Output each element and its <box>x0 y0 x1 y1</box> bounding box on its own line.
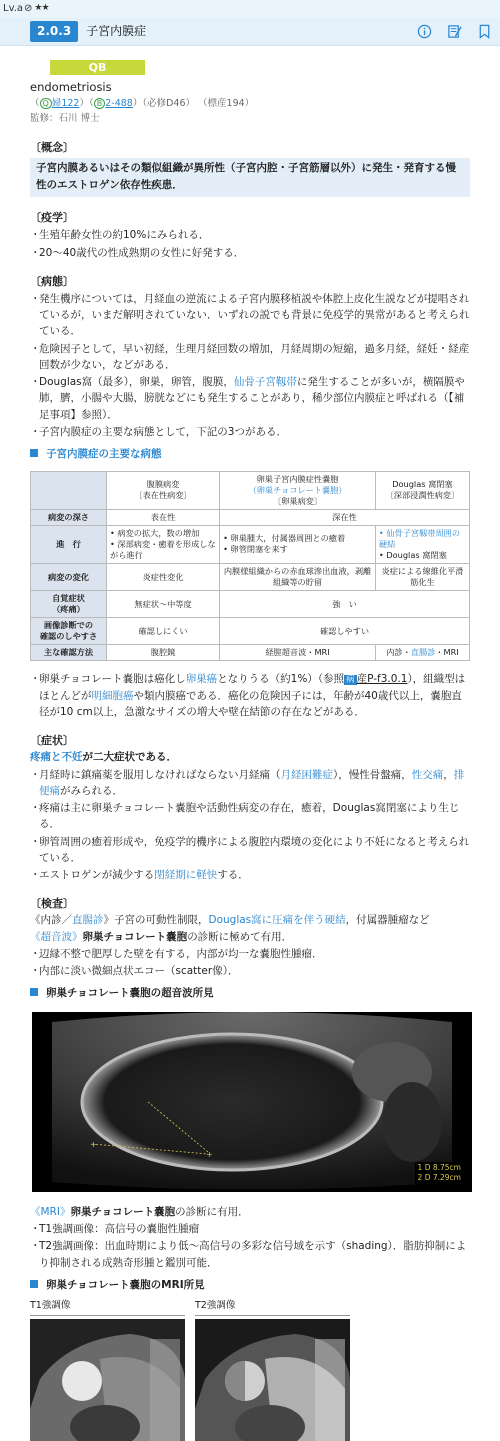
list-item: ・ 月経時に鎮痛薬を服用しなければならない月経痛（月経困難症），慢性骨盤痛，性交痛，排便痛がみられる． <box>30 767 470 800</box>
note-edit-icon[interactable] <box>446 24 462 40</box>
table-cell: 確認しやすい <box>220 618 470 645</box>
level-bar <box>0 0 500 18</box>
table-cell: 無症状〜中等度 <box>107 591 220 618</box>
row-header: 画像診断での 確認のしやすさ <box>31 618 107 645</box>
row-header: 病変の深さ <box>31 509 107 525</box>
ref-standard: （標産194） <box>198 98 255 110</box>
list-item: ・ 生殖年齢女性の約10%にみられる． <box>30 227 470 243</box>
reference-badge: 病 <box>346 675 355 686</box>
exam-line-us: 《超音波》卵巣チョコレート嚢胞の診断に極めて有用． <box>30 930 293 943</box>
uterosacral-link[interactable]: 仙骨子宮靱帯 <box>233 376 297 389</box>
ovarian-note <box>30 671 470 720</box>
pathology-list <box>30 291 470 440</box>
rectal-exam-link[interactable]: 直腸診 <box>72 914 104 927</box>
table-cell: 内膜様組織からの赤血球滲出血液，剥離組織等の貯留 <box>220 563 376 590</box>
row-header: 病変の変化 <box>31 563 107 590</box>
level-circle-icon: ⊘ <box>24 3 33 15</box>
col-peritoneal: 腹膜病変 〔表在性病変〕 <box>107 471 220 509</box>
section-number: 2.0.3 <box>30 21 78 42</box>
measurement-1: 1 D 8.75cm <box>417 1163 461 1173</box>
table-corner <box>31 471 107 509</box>
us-image-heading: 卵巣チョコレート嚢胞の超音波所見 <box>30 985 470 1001</box>
exam-line-pelvic: 《内診／直腸診》子宮の可動性制限，Douglas窩に圧痛を伴う硬結，付属器腫瘤など <box>30 914 430 927</box>
table-cell: 強 い <box>220 591 470 618</box>
english-term: endometriosis <box>30 80 112 95</box>
ovarian-cancer-link[interactable]: 卵巣癌 <box>185 673 218 686</box>
ultrasound-image[interactable] <box>32 1012 472 1192</box>
concept-text: 子宮内膜あるいはその類似組織が異所性（子宮内腔・子宮筋層以外）に発生・発育する慢性のエストロゲン依存性疾患． <box>30 158 470 198</box>
row-header: 自覚症状 （疼痛） <box>31 591 107 618</box>
list-item: ・ T1強調画像：高信号の嚢胞性腫瘤 <box>30 1221 470 1237</box>
reference-link[interactable]: 産P-f3.0.1 <box>356 673 408 686</box>
text-span: Douglas窩（最多），卵巣，卵管，腹膜， <box>39 376 234 389</box>
symptoms-lead: 疼痛と不妊が二大症状である． <box>30 751 177 764</box>
table-cell: 炎症による線維化平滑筋化生 <box>375 563 469 590</box>
table-heading <box>30 446 470 462</box>
table-row <box>31 645 470 661</box>
table-cell: 内診・直腸診・MRI <box>375 645 469 661</box>
svg-text:+: + <box>206 1149 213 1159</box>
measurement-2: 2 D 7.29cm <box>417 1173 461 1182</box>
col-douglas: Douglas 窩閉塞 〔深部浸潤性病変〕 <box>375 471 469 509</box>
qb-ref-badge: Q <box>40 98 52 109</box>
bookmark-icon[interactable] <box>476 24 492 40</box>
b-ref-badge: B <box>94 98 106 109</box>
level-label: Lv.a <box>3 3 24 15</box>
table-cell: • 病変の拡大，数の増加 • 深部病変・癒着を形成しながら進行 <box>107 525 220 563</box>
qb-badge[interactable]: QB <box>50 60 145 75</box>
symptoms-list <box>30 767 470 884</box>
supervisor: 監修：石川 博士 <box>30 112 100 124</box>
list-item: ・ 危険因子として，早い初経，生理月経回数の増加，月経周期の短縮，過多月経，経妊・経産回数が少ない，などがある． <box>30 341 470 374</box>
concept-heading: 〔概念〕 <box>30 140 74 154</box>
table-cell: 確認しにくい <box>107 618 220 645</box>
table-row <box>31 509 470 525</box>
square-bullet-icon <box>30 449 38 457</box>
table-row <box>31 525 470 563</box>
info-icon[interactable] <box>416 24 432 40</box>
rectal-exam-link[interactable]: 直腸診 <box>410 647 436 658</box>
list-item: ・ 辺縁不整で肥厚した壁を有する，内部が均一な嚢胞性腫瘤． <box>30 946 470 962</box>
square-bullet-icon <box>30 1280 38 1288</box>
ultrasound-link[interactable]: 《超音波》 <box>30 930 83 943</box>
references: （ Q 婦122）（ B 2-488）（必修D46） （標産194） <box>30 98 255 110</box>
importance-stars: ★★ <box>34 3 49 14</box>
col-ovarian: 卵巣子宮内膜症性嚢胞 （卵巣チョコレート嚢胞） 〔卵巣病変〕 <box>220 471 376 509</box>
table-cell: • 卵巣腫大，付属器周囲との癒着 • 卵管閉塞を来す <box>220 525 376 563</box>
epidemiology-heading: 〔疫学〕 <box>30 211 74 225</box>
list-item: ・ T2強調画像：出血時期により低〜高信号の多彩な信号域を示す（shading）．脂肪抑制により抑制される成熟奇形腫と鑑別可能． <box>30 1238 470 1271</box>
text-span: に発生することが多いが，横隔膜や肺，臍，小腸や大腸，膀胱などにも発生することがあり，稀少部位内膜症と呼ばれる（【補足事項】参照）． <box>39 376 465 421</box>
dysmenorrhea-link[interactable]: 月経困難症 <box>280 768 333 781</box>
mri-link[interactable]: 《MRI》 <box>30 1205 71 1218</box>
t1-label: T1強調像 <box>30 1299 185 1316</box>
mri-t2 <box>195 1299 350 1441</box>
us-findings-list <box>30 946 470 980</box>
us-measurements <box>415 1162 464 1184</box>
exam-heading: 〔検査〕 <box>30 897 74 911</box>
table-row <box>31 591 470 618</box>
table-cell: 経腟超音波・MRI <box>220 645 376 661</box>
pathology-table <box>30 471 470 662</box>
list-item: ・ 20〜40歳代の性成熟期の女性に好発する． <box>30 245 470 261</box>
table-cell: 炎症性変化 <box>107 563 220 590</box>
mri-image-heading: 卵巣チョコレート嚢胞のMRI所見 <box>30 1277 470 1293</box>
t2-label: T2強調像 <box>195 1299 350 1316</box>
list-item: ・ 内部に淡い微細点状エコー（scatter像）． <box>30 963 470 979</box>
menopause-link[interactable]: 閉経期に軽快 <box>154 869 218 882</box>
mri-images <box>30 1299 470 1441</box>
row-header: 主な確認方法 <box>31 645 107 661</box>
qb-ref-link[interactable]: 婦122 <box>51 98 80 110</box>
dyschezia-link[interactable]: 排便痛 <box>39 768 465 797</box>
table-row <box>31 563 470 590</box>
table-row <box>31 618 470 645</box>
list-item: ・ 発生機序については，月経血の逆流による子宮内膜移植説や体腔上皮化生説などが提唱されているが，いまだ解明されていない．いずれの説でも背景に免疫学的異常があると考えられている． <box>30 291 470 340</box>
douglas-nodule-link[interactable]: Douglas窩に圧痛を伴う硬結 <box>208 914 346 927</box>
list-item <box>30 374 470 423</box>
epidemiology-list <box>30 227 470 261</box>
t2-image[interactable] <box>195 1319 350 1441</box>
table-cell: 深在性 <box>220 509 470 525</box>
row-header: 進 行 <box>31 525 107 563</box>
mri-t1 <box>30 1299 185 1441</box>
list-item: ・ 卵管周囲の癒着形成や，免疫学的機序による腹腔内環境の変化により不妊になると考えられている． <box>30 834 470 867</box>
section-title: 子宮内膜症 <box>86 24 147 39</box>
list-item: ・ 子宮内膜症の主要な病態として，下記の3つがある． <box>30 424 470 440</box>
square-bullet-icon <box>30 988 38 996</box>
pathology-heading: 〔病態〕 <box>30 274 74 288</box>
list-item: ・ エストロゲンが減少する閉経期に軽快する． <box>30 867 470 883</box>
chocolate-cyst-link[interactable]: （卵巣チョコレート嚢胞） <box>248 484 347 495</box>
table-cell: 腹腔鏡 <box>107 645 220 661</box>
table-heading-text: 子宮内膜症の主要な病態 <box>46 448 162 461</box>
list-item: ・ 卵巣チョコレート嚢胞は癌化し卵巣癌となりうる（約1%）（参照 病 産P-f3.0.1），組織型はほとんどが明細胞癌や類内膜癌である．癌化の危険因子には，年齢が40歳代以上，嚢胞直径が10 cm以上，急激なサイズの増大や壁在結節の存在などがある． <box>30 671 470 720</box>
table-cell: • 仙骨子宮靱帯周囲の硬結 • Douglas 窩閉塞 <box>375 525 469 563</box>
b-ref-link[interactable]: 2-488 <box>105 98 133 110</box>
exam-line-mri: 《MRI》卵巣チョコレート嚢胞の診断に有用． <box>30 1205 249 1218</box>
section-header <box>0 18 500 46</box>
t1-image[interactable] <box>30 1319 185 1441</box>
clear-cell-link[interactable]: 明細胞癌 <box>91 689 134 702</box>
svg-text:+: + <box>90 1139 97 1149</box>
ref-required: （必修D46） <box>142 98 195 110</box>
table-cell: 表在性 <box>107 509 220 525</box>
mri-findings-list <box>30 1221 470 1271</box>
dyspareunia-link[interactable]: 性交痛 <box>411 768 444 781</box>
symptoms-heading: 〔症状〕 <box>30 734 74 748</box>
list-item: ・ 疼痛は主に卵巣チョコレート嚢胞や活動性病変の存在，癒着，Douglas窩閉塞により生じる． <box>30 800 470 833</box>
content <box>0 46 500 1441</box>
